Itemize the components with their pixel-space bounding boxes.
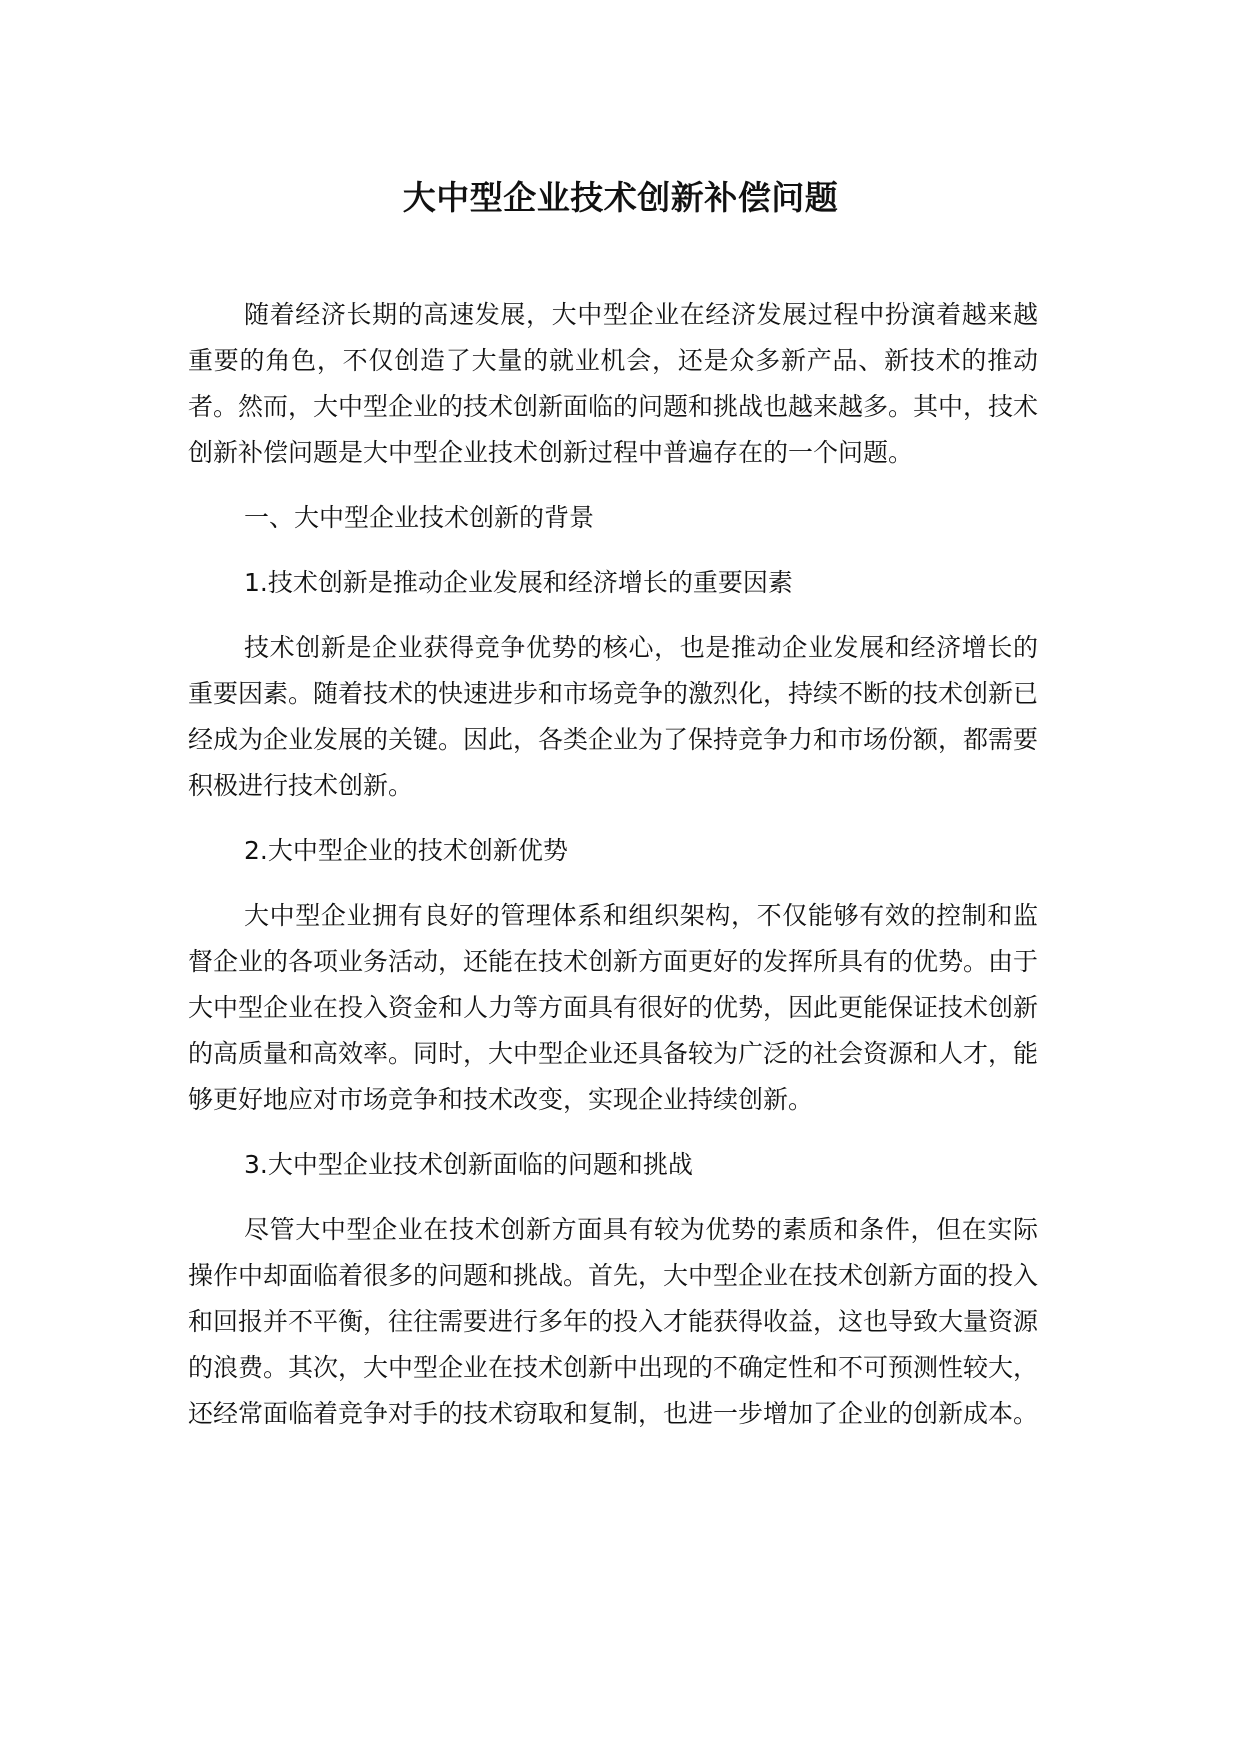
document-body (188, 292, 1038, 1456)
paragraph-innovation-advantages: 大中型企业拥有良好的管理体系和组织架构，不仅能够有效的控制和监督企业的各项业务活动，还能在技术创新方面更好的发挥所具有的优势。由于大中型企业在投入资金和人力等方面具有很好的优势，因此更能保证技术创新的高质量和高效率。同时，大中型企业还具备较为广泛的社会资源和人才，能够更好地应对市场竞争和技术改变，实现企业持续创新。 (188, 901, 1039, 1114)
paragraph-innovation-challenges: 尽管大中型企业在技术创新方面具有较为优势的素质和条件，但在实际操作中却面临着很多的问题和挑战。首先，大中型企业在技术创新方面的投入和回报并不平衡，往往需要进行多年的投入才能获得收益，这也导致大量资源的浪费。其次，大中型企业在技术创新中出现的不确定性和不可预测性较大，还经常面临着竞争对手的技术窃取和复制，也进一步增加了企业的创新成本。 (188, 1215, 1039, 1428)
paragraph-intro: 随着经济长期的高速发展，大中型企业在经济发展过程中扮演着越来越重要的角色，不仅创造了大量的就业机会，还是众多新产品、新技术的推动者。然而，大中型企业的技术创新面临的问题和挑战也越来越多。其中，技术创新补偿问题是大中型企业技术创新过程中普遍存在的一个问题。 (188, 300, 1039, 467)
document-title: 大中型企业技术创新补偿问题 (402, 178, 839, 217)
subsection-heading-3: 3.大中型企业技术创新面临的问题和挑战 (244, 1150, 693, 1179)
section-heading-1: 一、大中型企业技术创新的背景 (244, 503, 595, 532)
subsection-heading-1: 1.技术创新是推动企业发展和经济增长的重要因素 (244, 568, 793, 597)
paragraph-innovation-importance: 技术创新是企业获得竞争优势的核心，也是推动企业发展和经济增长的重要因素。随着技术的快速进步和市场竞争的激烈化，持续不断的技术创新已经成为企业发展的关键。因此，各类企业为了保持竞争力和市场份额，都需要积极进行技术创新。 (188, 633, 1039, 800)
subsection-heading-2: 2.大中型企业的技术创新优势 (244, 836, 568, 865)
